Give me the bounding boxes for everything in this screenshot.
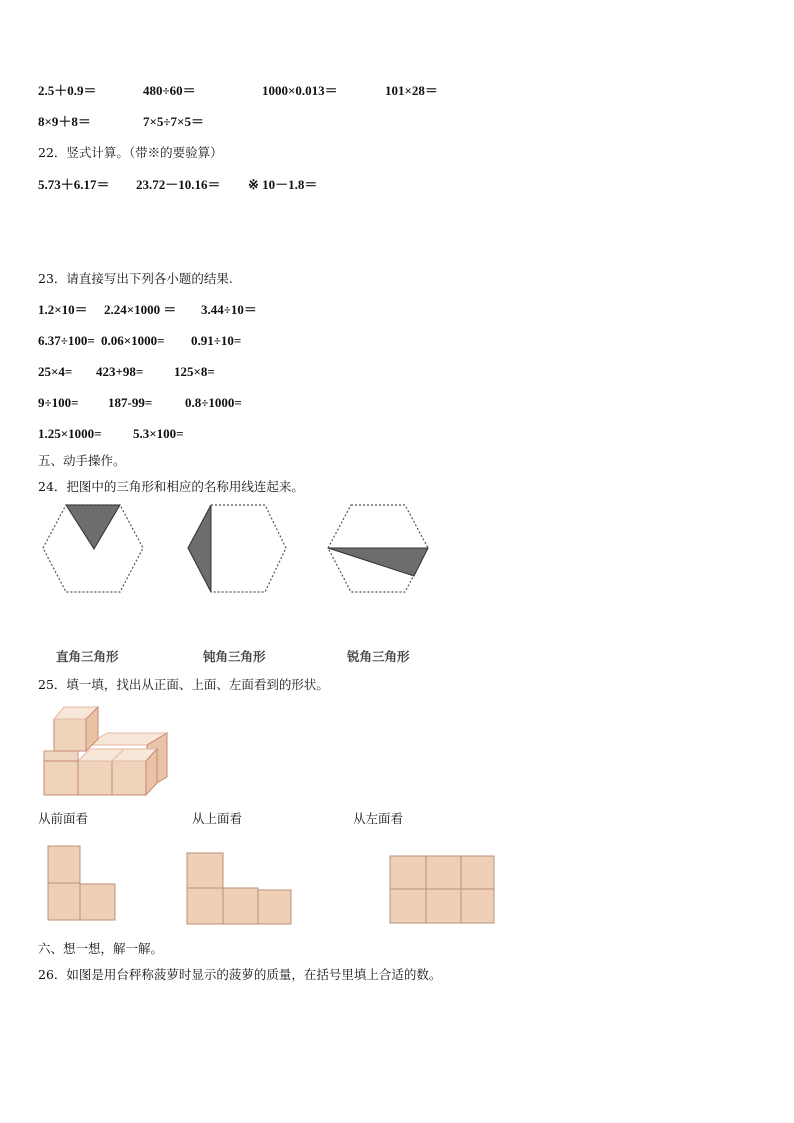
triangle-label: 锐角三角形 [347,649,410,664]
triangle-label: 直角三角形 [56,649,119,664]
hexagon-figure-1 [40,502,150,597]
question-26-title: 26．如图是用台秤称菠萝时显示的菠萝的质量，在括号里填上合适的数。 [38,967,442,982]
q23-item: 187-99= [108,395,153,410]
q22-item: 5.73＋6.17＝ [38,177,110,192]
hexagon-figure-2 [183,502,293,597]
view-label: 从上面看 [192,811,243,826]
q23-item: 0.06×1000= [101,333,165,348]
question-24-title: 24．把图中的三角形和相应的名称用线连起来。 [38,479,304,494]
q23-item: 2.24×1000 ＝ [104,302,177,317]
section-heading: 六、想一想，解一解。 [38,941,164,956]
q23-item: 0.91÷10= [191,333,242,348]
q22-item: 23.72－10.16＝ [136,177,221,192]
cube-stack-figure [42,705,172,800]
section-heading: 五、动手操作。 [38,453,126,468]
top-view-figure [186,852,296,927]
q23-item: 423+98= [96,364,144,379]
q23-item: 5.3×100= [133,426,184,441]
view-label: 从左面看 [353,811,404,826]
q23-item: 1.2×10＝ [38,302,88,317]
q23-item: 125×8= [174,364,215,379]
calc-item: 2.5＋0.9＝ [38,83,97,98]
q23-item: 3.44÷10＝ [201,302,257,317]
calc-item: 480÷60＝ [143,83,196,98]
question-23-title: 23．请直接写出下列各小题的结果. [38,271,233,286]
q23-item: 25×4= [38,364,73,379]
q23-item: 0.8÷1000= [185,395,242,410]
q22-item: ※ 10－1.8＝ [248,177,318,192]
triangle-label: 钝角三角形 [203,649,266,664]
calc-item: 1000×0.013＝ [262,83,338,98]
question-22-title: 22．竖式计算。（带※的要验算） [38,145,223,160]
calc-item: 7×5÷7×5＝ [143,114,204,129]
q23-item: 6.37÷100= [38,333,95,348]
calc-item: 8×9＋8＝ [38,114,91,129]
q23-item: 1.25×1000= [38,426,102,441]
front-view-figure [47,845,119,925]
question-25-title: 25．填一填，找出从正面、上面、左面看到的形状。 [38,677,329,692]
view-label: 从前面看 [38,811,89,826]
left-view-figure [389,855,499,927]
q23-item: 9÷100= [38,395,79,410]
hexagon-figure-3 [325,502,435,597]
calc-item: 101×28＝ [385,83,438,98]
